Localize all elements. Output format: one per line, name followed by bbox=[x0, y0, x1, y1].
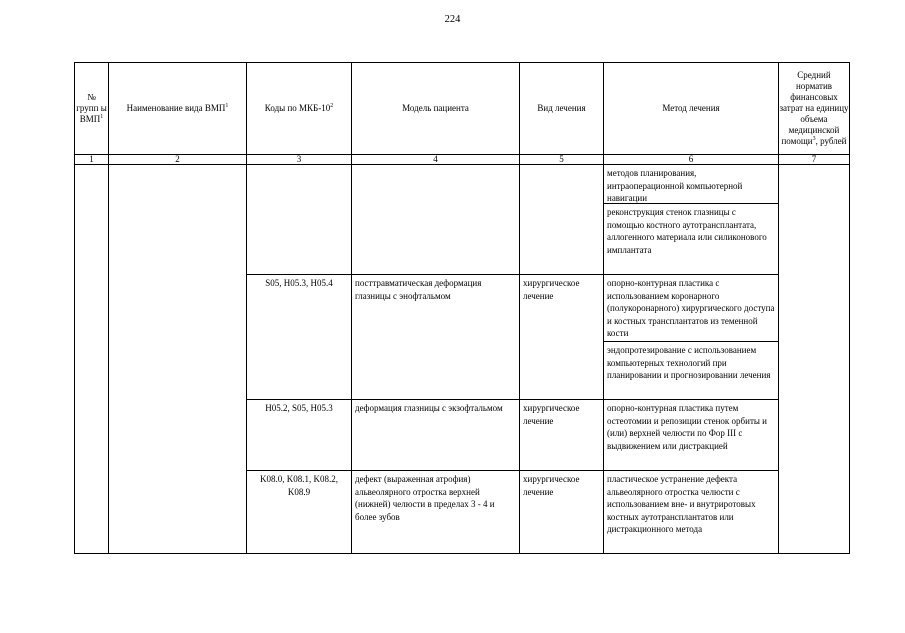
treatment-method-cell bbox=[604, 471, 779, 554]
icd-codes-cell: S05, H05.3, H05.4 bbox=[247, 275, 352, 400]
patient-model-cell: деформация глазницы с экзофтальмом bbox=[352, 400, 520, 471]
column-number: 2 bbox=[109, 155, 247, 165]
treatment-type-cell: хирургическое лечение bbox=[520, 471, 604, 554]
method-item: методов планирования, интраоперационной компьютерной навигации bbox=[607, 168, 743, 203]
patient-model-cell bbox=[352, 165, 520, 275]
method-item: опорно-контурная пластика с использованием коронарного (полукоронарного) хирургического доступа и костных трансплантатов из теменной кости bbox=[607, 278, 775, 338]
treatment-method-cell bbox=[604, 400, 779, 471]
header-vmp-name: Наименование вида ВМП$^1$ bbox=[109, 63, 247, 155]
vmp-name-cell bbox=[109, 165, 247, 554]
method-item: опорно-контурная пластика путем остеотомии и репозиции стенок орбиты и (или) верхней челюсти по Фор III с выдвижением или дистракцией bbox=[607, 403, 768, 451]
header-icd-codes: Коды по МКБ-$10^2$ bbox=[247, 63, 352, 155]
icd-codes-cell: K08.0, K08.1, K08.2, K08.9 bbox=[247, 471, 352, 554]
patient-model-cell: посттравматическая деформация глазницы с энофтальмом bbox=[352, 275, 520, 400]
method-item: эндопротезирование с использованием компьютерных технологий при планировании и прогнозировании лечения bbox=[604, 341, 778, 399]
cost-cell bbox=[779, 165, 850, 554]
header-treatment-method: Метод лечения bbox=[604, 63, 779, 155]
treatment-type-cell: хирургическое лечение bbox=[520, 400, 604, 471]
method-item: реконструкция стенок глазницы с помощью костного аутотрансплантата, аллогенного материала или силиконового имплантата bbox=[604, 203, 778, 274]
column-number: 7 bbox=[779, 155, 850, 165]
treatment-method-cell bbox=[604, 165, 779, 275]
header-patient-model: Модель пациента bbox=[352, 63, 520, 155]
header-row bbox=[75, 63, 850, 155]
icd-codes-cell: H05.2, S05, H05.3 bbox=[247, 400, 352, 471]
vmp-table bbox=[74, 62, 850, 554]
column-number: 5 bbox=[520, 155, 604, 165]
treatment-method-cell bbox=[604, 275, 779, 400]
header-cost-standard: Средний норматив финансовых затрат на единицу объема медицинской помощи$^3$, рублей bbox=[779, 63, 850, 155]
method-item: пластическое устранение дефекта альвеолярного отростка челюсти с использованием вне- и внутриротовых костных аутотрансплантатов или дистракционного метода bbox=[607, 474, 756, 534]
column-number: 4 bbox=[352, 155, 520, 165]
treatment-type-cell bbox=[520, 165, 604, 275]
patient-model-cell: дефект (выраженная атрофия) альвеолярного отростка верхней (нижней) челюсти в пределах 3 - 4 и более зубов bbox=[352, 471, 520, 554]
column-number-row bbox=[75, 155, 850, 165]
column-number: 1 bbox=[75, 155, 109, 165]
header-group-number: № групп ы ВМП$^1$ bbox=[75, 63, 109, 155]
group-number-cell bbox=[75, 165, 109, 554]
icd-codes-cell bbox=[247, 165, 352, 275]
column-number: 3 bbox=[247, 155, 352, 165]
column-number: 6 bbox=[604, 155, 779, 165]
treatment-type-cell: хирургическое лечение bbox=[520, 275, 604, 400]
table-row bbox=[75, 165, 850, 275]
page-number: 224 bbox=[444, 14, 461, 25]
header-treatment-type: Вид лечения bbox=[520, 63, 604, 155]
